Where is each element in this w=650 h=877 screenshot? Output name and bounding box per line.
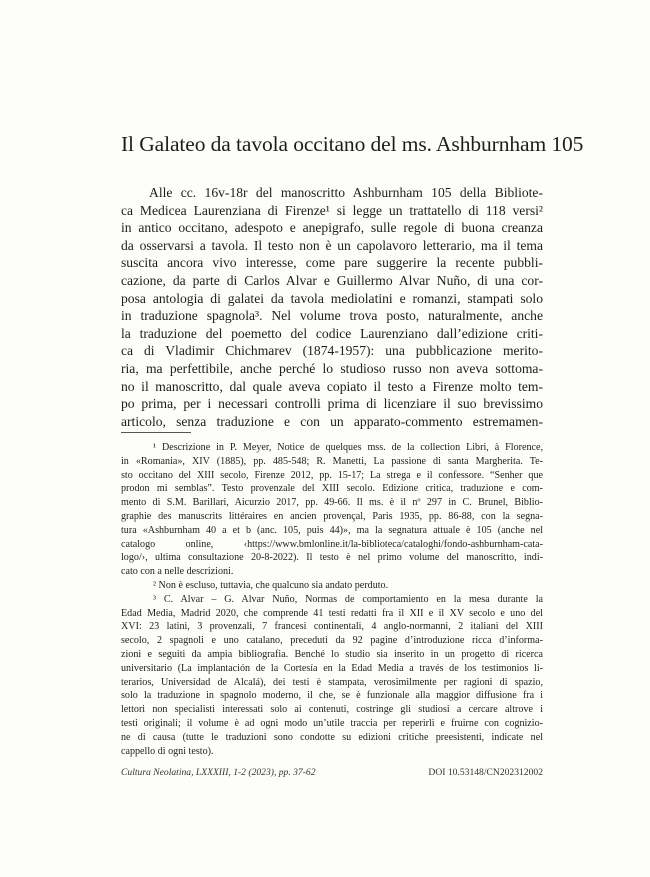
- footnote-line: ² Non è escluso, tuttavia, che qualcuno sia andato perduto.: [153, 579, 389, 591]
- body-line: suscita ancora vivo interesse, come pare suggerire la recente pubbli-: [121, 255, 543, 271]
- footnote-line: solo la traduzione in spagnolo moderno, il che, se è funzionale alla maggior diffusione fra i: [121, 690, 543, 702]
- footnote-line: graphie des manuscrits littéraires en ancien provençal, Paris 1935, pp. 86-88, con la segna-: [121, 510, 543, 522]
- body-line: ria, ma perfettibile, anche perché lo studioso russo non aveva sottoma-: [121, 360, 543, 376]
- footnote-line: in «Romania», XIV (1885), pp. 485-548; R. Manetti, La passione di santa Margherita. Te-: [121, 455, 543, 467]
- footnotes: [121, 441, 543, 758]
- footnote-line: Edad Media, Madrid 2020, che comprende 41 testi redatti fra il XII e il XV secolo e uno del: [121, 607, 543, 619]
- body-line: articolo, senza traduzione e con un apparato-commento estremamen-: [121, 413, 543, 429]
- footnote-line: universitario (La implantación de la Cortesía en la Edad Media a través de los testimonios li-: [121, 662, 543, 674]
- body-line: in antico occitano, adespoto e anepigrafo, sulle regole di buona creanza: [121, 220, 543, 236]
- footnote-line: cappello di ogni testo).: [121, 745, 214, 757]
- footnote-separator: [121, 432, 191, 433]
- doi: DOI 10.53148/CN202312002: [428, 767, 543, 778]
- article-title: Il Galateo da tavola occitano del ms. Ashburnham 105: [121, 132, 584, 156]
- footnote-line: catalogo online, ‹https://www.bmlonline.it/la-biblioteca/cataloghi/fondo-ashburnham-cata-: [121, 538, 543, 550]
- body-line: ca di Vladimir Chichmarev (1874-1957): una pubblicazione meritо-: [121, 343, 543, 359]
- body-line: da osservarsi a tavola. Il testo non è un capolavoro letterario, ma il tema: [121, 237, 543, 253]
- main-text: [121, 184, 543, 430]
- footnote-line: testi originali; il volume è ad ogni modo un’utile traccia per reperirli e fruirne con cognizio-: [121, 717, 543, 729]
- footnote-line: ¹ Descrizione in P. Meyer, Notice de quelques mss. de la collection Libri, à Florence,: [153, 442, 543, 453]
- footnote-line: lettori non specialisti interessati solo ai contenuti, costringe gli studiosi a cercare altrove i: [121, 704, 543, 716]
- body-line: po prima, per i necessari controlli prima di licenziare il suo brevissimo: [121, 396, 543, 412]
- body-line: Alle cc. 16v-18r del manoscritto Ashburnham 105 della Bibliote-: [149, 185, 543, 200]
- body-line: in traduzione spagnola³. Nel volume trova posto, naturalmente, anche: [121, 308, 543, 324]
- body-line: posa antologia di galatei da tavola mediolatini e romanzi, stampati solo: [121, 290, 543, 306]
- footnote-line: zioni e seguiti da ampia bibliografia. Benché lo studio sia inserito in un progetto di ricerca: [121, 648, 543, 660]
- footnote-line: terarios, Universidad de Alcalá), dei testi è stampata, verosimilmente per ragioni di spazio,: [121, 676, 543, 688]
- body-line: la traduzione del poemetto del codice Laurenziano dall’edizione criti-: [121, 325, 543, 341]
- footnote-line: sto occitano del XIII secolo, Firenze 2012, pp. 15-17; La strega e il confessore. “Senher que: [121, 469, 543, 481]
- footnote-line: tura «Ashburnham 40 a et b (anc. 105, puis 44)», ma la segnatura attuale è 105 (anche nel: [121, 524, 543, 536]
- footnote-line: prodon mi semblas”. Testo provenzale del XIII secolo. Edizione critica, traduzione e com-: [121, 483, 543, 495]
- journal-citation-text: Cultura Neolatina, LXXXIII, 1-2 (2023), pp. 37-62: [121, 767, 316, 778]
- footnote-line: ne di causa (tutte le traduzioni sono condotte su edizioni critiche preesistenti, indicate nel: [121, 731, 543, 743]
- footnote-line: mento di S.M. Barillari, Aicurzio 2017, pp. 49-66. Il ms. è il nº 297 in C. Brunel, Biblio-: [121, 497, 543, 509]
- footnote-line: XVI: 23 latini, 3 provenzali, 7 francesi continentali, 4 anglo-normanni, 2 italiani del XIII: [121, 621, 543, 633]
- footnote-line: ³ C. Alvar – G. Alvar Nuño, Normas de comportamiento en la mesa durante la: [153, 593, 543, 605]
- body-line: cazione, da parte di Carlos Alvar e Guillermo Alvar Nuño, di una cor-: [121, 272, 543, 288]
- body-line: no il manoscritto, dal quale aveva copiato il testo a Firenze molto tem-: [121, 378, 543, 394]
- footnote-line: cato con a nelle descrizioni.: [121, 566, 234, 578]
- footnote-line: secolo, 2 spagnoli e uno catalano, preceduti da 92 pagine d’introduzione ricca d’informa-: [121, 635, 543, 647]
- footnote-line: logo/›, ultima consultazione 20-8-2022). Il testo è nel primo volume del manoscritto, indi-: [121, 552, 543, 564]
- body-line: ca Medicea Laurenziana di Firenze¹ si legge un trattatello di 118 versi²: [121, 202, 543, 218]
- journal-citation: [121, 767, 316, 779]
